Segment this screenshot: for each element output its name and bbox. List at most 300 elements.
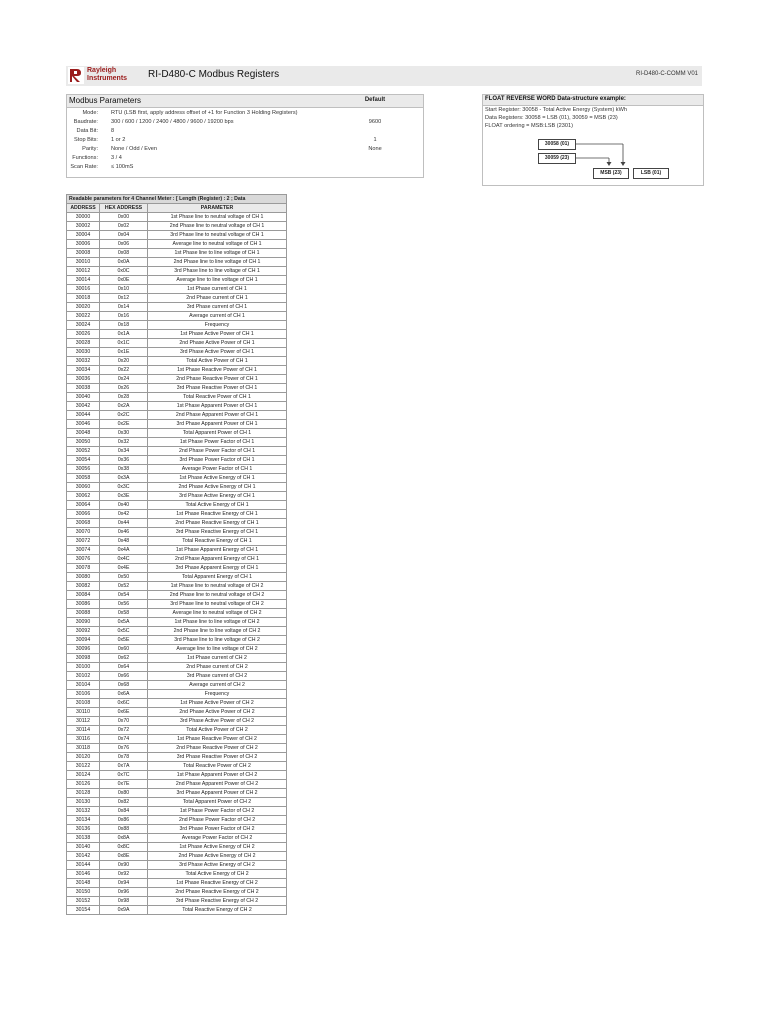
hex-address-cell: 0x18 [100, 321, 148, 330]
table-row [67, 510, 287, 519]
parameter-cell: 2nd Phase Reactive Power of CH 1 [148, 375, 287, 384]
parameter-cell: 1st Phase Apparent Power of CH 2 [148, 771, 287, 780]
parameter-cell: 3rd Phase Reactive Power of CH 2 [148, 753, 287, 762]
address-cell: 30010 [67, 258, 100, 267]
parameter-cell: 3rd Phase Power Factor of CH 2 [148, 825, 287, 834]
table-row [67, 303, 287, 312]
hex-address-cell: 0x6C [100, 699, 148, 708]
address-cell: 30144 [67, 861, 100, 870]
table-row [67, 618, 287, 627]
table-row [67, 681, 287, 690]
table-row [67, 402, 287, 411]
hex-address-cell: 0x5A [100, 618, 148, 627]
table-row [67, 834, 287, 843]
hex-address-cell: 0x94 [100, 879, 148, 888]
parameter-cell: 3rd Phase Apparent Power of CH 2 [148, 789, 287, 798]
parameter-value: RTU (LSB first, apply address offset of +1 for Function 3 Holding Registers) [111, 110, 298, 116]
parameter-cell: 2nd Phase line to line voltage of CH 1 [148, 258, 287, 267]
table-row [67, 573, 287, 582]
hex-address-cell: 0x50 [100, 573, 148, 582]
table-row [67, 897, 287, 906]
address-cell: 30114 [67, 726, 100, 735]
address-cell: 30048 [67, 429, 100, 438]
address-cell: 30024 [67, 321, 100, 330]
parameter-cell: 3rd Phase Active Energy of CH 1 [148, 492, 287, 501]
address-cell: 30084 [67, 591, 100, 600]
table-row [67, 726, 287, 735]
address-cell: 30136 [67, 825, 100, 834]
hex-address-cell: 0x60 [100, 645, 148, 654]
hex-address-cell: 0x38 [100, 465, 148, 474]
address-cell: 30072 [67, 537, 100, 546]
table-row [67, 357, 287, 366]
address-cell: 30016 [67, 285, 100, 294]
address-cell: 30106 [67, 690, 100, 699]
address-cell: 30140 [67, 843, 100, 852]
address-cell: 30032 [67, 357, 100, 366]
address-cell: 30062 [67, 492, 100, 501]
address-cell: 30070 [67, 528, 100, 537]
address-cell: 30132 [67, 807, 100, 816]
parameter-cell: 3rd Phase Active Energy of CH 2 [148, 861, 287, 870]
table-row [67, 321, 287, 330]
parameter-cell: 1st Phase line to line voltage of CH 2 [148, 618, 287, 627]
hex-address-cell: 0x1C [100, 339, 148, 348]
hex-address-cell: 0x0E [100, 276, 148, 285]
address-cell: 30148 [67, 879, 100, 888]
parameter-cell: Total Active Power of CH 2 [148, 726, 287, 735]
address-cell: 30130 [67, 798, 100, 807]
address-cell: 30052 [67, 447, 100, 456]
float-example-line: FLOAT ordering = MSB:LSB (2301) [485, 123, 573, 129]
parameter-value: 8 [111, 128, 115, 134]
parameter-cell: Total Active Energy of CH 2 [148, 870, 287, 879]
table-row [67, 564, 287, 573]
float-example-line: Data Registers: 30058 = LSB (01), 30059 = MSB (23) [485, 115, 618, 121]
hex-address-cell: 0x54 [100, 591, 148, 600]
parameter-cell: 1st Phase Active Power of CH 1 [148, 330, 287, 339]
hex-address-cell: 0x78 [100, 753, 148, 762]
parameter-label: Baudrate: [73, 119, 98, 125]
hex-address-cell: 0x56 [100, 600, 148, 609]
table-row [67, 528, 287, 537]
table-row [67, 465, 287, 474]
logo-text: Rayleigh Instruments [87, 67, 128, 82]
parameter-default: 9600 [368, 119, 382, 125]
register-table [66, 194, 287, 915]
address-cell: 30142 [67, 852, 100, 861]
company-logo [68, 66, 130, 86]
hex-address-cell: 0x14 [100, 303, 148, 312]
address-cell: 30044 [67, 411, 100, 420]
hex-address-cell: 0x04 [100, 231, 148, 240]
parameter-cell: 1st Phase line to neutral voltage of CH 1 [148, 213, 287, 222]
modbus-parameters-header [67, 95, 423, 108]
parameter-cell: 1st Phase Reactive Power of CH 2 [148, 735, 287, 744]
parameter-cell: 1st Phase line to neutral voltage of CH 2 [148, 582, 287, 591]
parameter-cell: 2nd Phase Apparent Energy of CH 1 [148, 555, 287, 564]
hex-address-cell: 0x4C [100, 555, 148, 564]
hex-address-cell: 0x36 [100, 456, 148, 465]
float-example-panel [482, 94, 704, 186]
table-row [67, 906, 287, 915]
parameter-cell: 2nd Phase Active Energy of CH 1 [148, 483, 287, 492]
hex-address-cell: 0x72 [100, 726, 148, 735]
address-cell: 30124 [67, 771, 100, 780]
hex-address-cell: 0x00 [100, 213, 148, 222]
parameter-row [67, 127, 423, 136]
table-row [67, 672, 287, 681]
hex-address-cell: 0x76 [100, 744, 148, 753]
parameter-cell: 3rd Phase Active Power of CH 2 [148, 717, 287, 726]
table-row [67, 231, 287, 240]
address-cell: 30146 [67, 870, 100, 879]
parameter-value: 300 / 600 / 1200 / 2400 / 4800 / 9600 / 19200 bps [111, 119, 234, 125]
table-header-row [67, 204, 287, 213]
address-cell: 30096 [67, 645, 100, 654]
hex-address-cell: 0x8C [100, 843, 148, 852]
parameter-cell: 1st Phase Apparent Power of CH 1 [148, 402, 287, 411]
table-row [67, 519, 287, 528]
hex-address-cell: 0x80 [100, 789, 148, 798]
parameter-cell: 1st Phase Active Power of CH 2 [148, 699, 287, 708]
address-cell: 30004 [67, 231, 100, 240]
hex-address-cell: 0x9A [100, 906, 148, 915]
address-cell: 30030 [67, 348, 100, 357]
address-cell: 30020 [67, 303, 100, 312]
hex-address-cell: 0x22 [100, 366, 148, 375]
address-cell: 30116 [67, 735, 100, 744]
address-cell: 30014 [67, 276, 100, 285]
parameter-default: 1 [373, 137, 377, 143]
hex-address-cell: 0x58 [100, 609, 148, 618]
address-cell: 30080 [67, 573, 100, 582]
address-cell: 30018 [67, 294, 100, 303]
hex-address-cell: 0x3A [100, 474, 148, 483]
table-row [67, 240, 287, 249]
address-cell: 30110 [67, 708, 100, 717]
address-cell: 30028 [67, 339, 100, 348]
table-row [67, 393, 287, 402]
table-row [67, 807, 287, 816]
address-cell: 30022 [67, 312, 100, 321]
hex-address-cell: 0x28 [100, 393, 148, 402]
table-row [67, 717, 287, 726]
address-cell: 30088 [67, 609, 100, 618]
address-cell: 30102 [67, 672, 100, 681]
float-example-line: Start Register: 30058 - Total Active Energy (System) kWh [485, 107, 627, 113]
table-row [67, 816, 287, 825]
table-row [67, 708, 287, 717]
parameter-label: Stop Bits: [74, 137, 98, 143]
parameter-value: ≤ 100mS [111, 164, 134, 170]
hex-address-cell: 0x7E [100, 780, 148, 789]
parameter-cell: 3rd Phase Apparent Energy of CH 1 [148, 564, 287, 573]
parameter-row [67, 109, 423, 118]
parameter-cell: 1st Phase current of CH 2 [148, 654, 287, 663]
table-row [67, 735, 287, 744]
parameter-cell: 2nd Phase line to neutral voltage of CH 2 [148, 591, 287, 600]
hex-address-cell: 0x5C [100, 627, 148, 636]
table-row [67, 330, 287, 339]
hex-address-cell: 0x2C [100, 411, 148, 420]
table-row [67, 789, 287, 798]
table-row [67, 609, 287, 618]
hex-address-cell: 0x10 [100, 285, 148, 294]
rayleigh-logo-icon [68, 67, 84, 84]
address-cell: 30126 [67, 780, 100, 789]
parameter-label: Mode: [82, 110, 98, 116]
table-row [67, 825, 287, 834]
parameter-cell: 1st Phase Reactive Power of CH 1 [148, 366, 287, 375]
parameter-cell: 2nd Phase Active Energy of CH 2 [148, 852, 287, 861]
parameter-cell: Total Apparent Power of CH 1 [148, 429, 287, 438]
address-cell: 30046 [67, 420, 100, 429]
hex-address-cell: 0x24 [100, 375, 148, 384]
register-30058-box: 30058 (01) [538, 139, 576, 150]
parameter-cell: 2nd Phase Apparent Power of CH 2 [148, 780, 287, 789]
address-cell: 30038 [67, 384, 100, 393]
parameter-cell: 3rd Phase line to neutral voltage of CH 2 [148, 600, 287, 609]
table-row [67, 312, 287, 321]
parameter-cell: 1st Phase Active Energy of CH 2 [148, 843, 287, 852]
address-cell: 30058 [67, 474, 100, 483]
parameter-cell: 2nd Phase Reactive Energy of CH 2 [148, 888, 287, 897]
address-cell: 30078 [67, 564, 100, 573]
table-row [67, 258, 287, 267]
hex-address-cell: 0x12 [100, 294, 148, 303]
address-cell: 30002 [67, 222, 100, 231]
parameter-row [67, 154, 423, 163]
parameter-cell: 3rd Phase current of CH 2 [148, 672, 287, 681]
address-cell: 30040 [67, 393, 100, 402]
table-row [67, 339, 287, 348]
address-cell: 30068 [67, 519, 100, 528]
hex-address-cell: 0x46 [100, 528, 148, 537]
table-row [67, 294, 287, 303]
table-row [67, 600, 287, 609]
hex-address-cell: 0x86 [100, 816, 148, 825]
modbus-parameters-panel [66, 94, 424, 178]
hex-address-cell: 0x1A [100, 330, 148, 339]
parameter-cell: 2nd Phase current of CH 1 [148, 294, 287, 303]
address-cell: 30118 [67, 744, 100, 753]
address-cell: 30050 [67, 438, 100, 447]
address-cell: 30006 [67, 240, 100, 249]
hex-address-cell: 0x32 [100, 438, 148, 447]
address-cell: 30086 [67, 600, 100, 609]
table-row [67, 690, 287, 699]
parameter-cell: 1st Phase Apparent Energy of CH 1 [148, 546, 287, 555]
hex-address-cell: 0x7A [100, 762, 148, 771]
hex-address-cell: 0x1E [100, 348, 148, 357]
hex-address-cell: 0x96 [100, 888, 148, 897]
parameter-cell: 1st Phase Power Factor of CH 2 [148, 807, 287, 816]
hex-address-cell: 0x40 [100, 501, 148, 510]
table-row [67, 798, 287, 807]
hex-address-cell: 0x4A [100, 546, 148, 555]
address-cell: 30042 [67, 402, 100, 411]
parameter-cell: Average line to neutral voltage of CH 1 [148, 240, 287, 249]
parameter-cell: 3rd Phase Reactive Power of CH 1 [148, 384, 287, 393]
hex-address-cell: 0x88 [100, 825, 148, 834]
table-row [67, 447, 287, 456]
parameter-cell: Frequency [148, 690, 287, 699]
table-row [67, 780, 287, 789]
hex-address-cell: 0x98 [100, 897, 148, 906]
parameter-cell: Frequency [148, 321, 287, 330]
parameter-cell: 3rd Phase line to neutral voltage of CH 1 [148, 231, 287, 240]
table-row [67, 249, 287, 258]
hex-address-cell: 0x52 [100, 582, 148, 591]
parameter-label: Parity: [82, 146, 98, 152]
page-title: RI-D480-C Modbus Registers [148, 69, 280, 80]
parameter-row [67, 136, 423, 145]
hex-address-cell: 0x4E [100, 564, 148, 573]
parameter-cell: 2nd Phase Power Factor of CH 2 [148, 816, 287, 825]
table-row [67, 663, 287, 672]
hex-address-cell: 0x8A [100, 834, 148, 843]
table-row [67, 879, 287, 888]
parameter-cell: Total Apparent Power of CH 2 [148, 798, 287, 807]
table-row [67, 276, 287, 285]
table-row [67, 213, 287, 222]
hex-address-cell: 0x82 [100, 798, 148, 807]
modbus-parameters-title: Modbus Parameters [69, 96, 142, 105]
parameter-cell: 2nd Phase Active Power of CH 2 [148, 708, 287, 717]
parameter-cell: 1st Phase Power Factor of CH 1 [148, 438, 287, 447]
hex-address-cell: 0x6A [100, 690, 148, 699]
parameter-cell: 3rd Phase Apparent Power of CH 1 [148, 420, 287, 429]
parameter-cell: 3rd Phase line to line voltage of CH 1 [148, 267, 287, 276]
parameter-label: Data Bit: [76, 128, 98, 134]
address-cell: 30122 [67, 762, 100, 771]
table-row [67, 537, 287, 546]
parameter-cell: Average Power Factor of CH 2 [148, 834, 287, 843]
document-code: RI-D480-C-COMM V01 [635, 71, 698, 77]
table-row [67, 420, 287, 429]
address-cell: 30134 [67, 816, 100, 825]
hex-address-cell: 0x3C [100, 483, 148, 492]
hex-address-cell: 0x74 [100, 735, 148, 744]
address-cell: 30012 [67, 267, 100, 276]
table-row [67, 429, 287, 438]
address-cell: 30152 [67, 897, 100, 906]
parameter-cell: 2nd Phase Apparent Power of CH 1 [148, 411, 287, 420]
column-header-address: ADDRESS [67, 204, 100, 213]
parameter-cell: 1st Phase current of CH 1 [148, 285, 287, 294]
address-cell: 30108 [67, 699, 100, 708]
address-cell: 30074 [67, 546, 100, 555]
table-caption: Readable parameters for 4 Channel Meter : [ Length (Register) : 2 ; Data [67, 195, 287, 204]
column-header-parameter: PARAMETER [148, 204, 287, 213]
address-cell: 30026 [67, 330, 100, 339]
parameter-cell: Average Power Factor of CH 1 [148, 465, 287, 474]
address-cell: 30138 [67, 834, 100, 843]
table-row [67, 870, 287, 879]
hex-address-cell: 0x0C [100, 267, 148, 276]
parameter-value: None / Odd / Even [111, 146, 158, 152]
parameter-cell: Average line to line voltage of CH 1 [148, 276, 287, 285]
table-row [67, 474, 287, 483]
hex-address-cell: 0x2A [100, 402, 148, 411]
address-cell: 30128 [67, 789, 100, 798]
address-cell: 30034 [67, 366, 100, 375]
hex-address-cell: 0x90 [100, 861, 148, 870]
address-cell: 30008 [67, 249, 100, 258]
hex-address-cell: 0x3E [100, 492, 148, 501]
table-row [67, 267, 287, 276]
parameter-cell: Average current of CH 1 [148, 312, 287, 321]
table-row [67, 753, 287, 762]
parameter-cell: Total Reactive Power of CH 2 [148, 762, 287, 771]
parameter-cell: Total Active Power of CH 1 [148, 357, 287, 366]
parameter-cell: 3rd Phase current of CH 1 [148, 303, 287, 312]
parameter-cell: 1st Phase line to line voltage of CH 1 [148, 249, 287, 258]
hex-address-cell: 0x2E [100, 420, 148, 429]
parameter-cell: 1st Phase Reactive Energy of CH 1 [148, 510, 287, 519]
table-row [67, 654, 287, 663]
table-row [67, 555, 287, 564]
table-row [67, 591, 287, 600]
parameter-row [67, 145, 423, 154]
address-cell: 30092 [67, 627, 100, 636]
register-30059-box: 30059 (23) [538, 153, 576, 164]
table-row [67, 636, 287, 645]
address-cell: 30066 [67, 510, 100, 519]
table-row [67, 762, 287, 771]
parameter-cell: Average line to neutral voltage of CH 2 [148, 609, 287, 618]
address-cell: 30112 [67, 717, 100, 726]
parameter-cell: Average current of CH 2 [148, 681, 287, 690]
address-cell: 30098 [67, 654, 100, 663]
address-cell: 30120 [67, 753, 100, 762]
parameter-row [67, 163, 423, 172]
table-row [67, 366, 287, 375]
hex-address-cell: 0x0A [100, 258, 148, 267]
table-row [67, 546, 287, 555]
table-row [67, 456, 287, 465]
parameter-label: Functions: [72, 155, 98, 161]
table-row [67, 411, 287, 420]
hex-address-cell: 0x68 [100, 681, 148, 690]
parameter-cell: Total Reactive Energy of CH 2 [148, 906, 287, 915]
parameter-cell: Total Apparent Energy of CH 1 [148, 573, 287, 582]
parameter-value: 3 / 4 [111, 155, 122, 161]
address-cell: 30090 [67, 618, 100, 627]
hex-address-cell: 0x5E [100, 636, 148, 645]
hex-address-cell: 0x02 [100, 222, 148, 231]
table-row [67, 888, 287, 897]
table-row [67, 852, 287, 861]
table-row [67, 843, 287, 852]
column-header-hex-address: HEX ADDRESS [100, 204, 148, 213]
parameter-default: None [368, 146, 382, 152]
parameter-cell: 3rd Phase Active Power of CH 1 [148, 348, 287, 357]
table-caption-row [67, 195, 287, 204]
parameter-cell: 1st Phase Active Energy of CH 1 [148, 474, 287, 483]
hex-address-cell: 0x08 [100, 249, 148, 258]
parameter-cell: 1st Phase Reactive Energy of CH 2 [148, 879, 287, 888]
parameter-cell: 3rd Phase Power Factor of CH 1 [148, 456, 287, 465]
table-row [67, 627, 287, 636]
hex-address-cell: 0x30 [100, 429, 148, 438]
address-cell: 30104 [67, 681, 100, 690]
hex-address-cell: 0x66 [100, 672, 148, 681]
parameter-cell: 2nd Phase Power Factor of CH 1 [148, 447, 287, 456]
table-row [67, 645, 287, 654]
address-cell: 30056 [67, 465, 100, 474]
